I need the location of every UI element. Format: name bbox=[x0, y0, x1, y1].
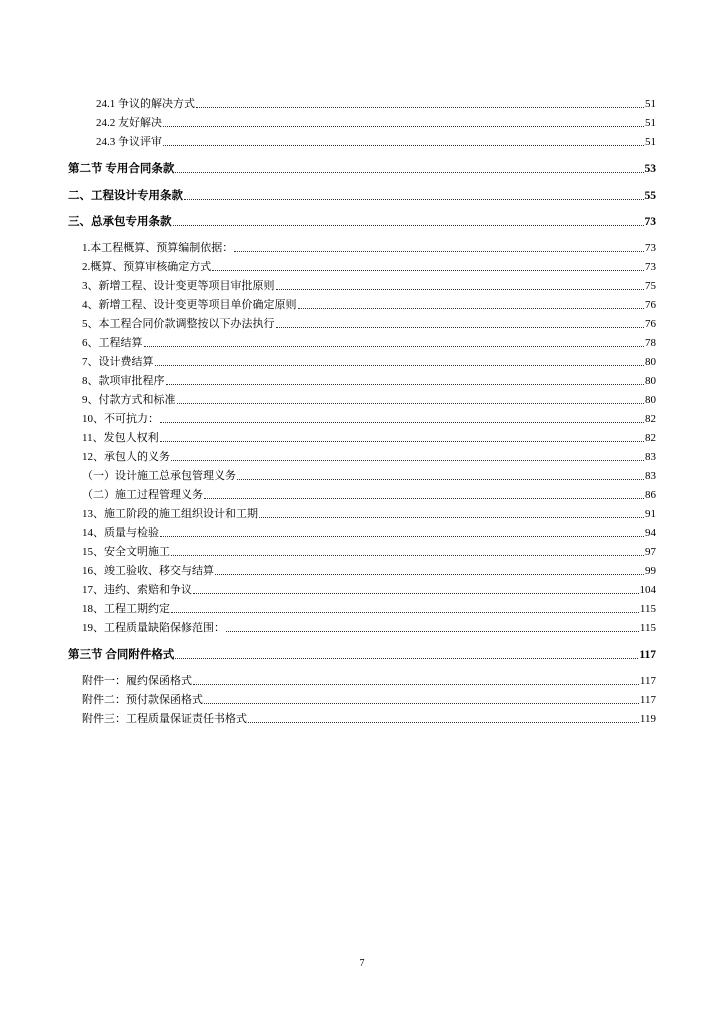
toc-entry-label: 1.本工程概算、预算编制依据： bbox=[82, 242, 234, 254]
toc-entry-label: 2.概算、预算审核确定方式 bbox=[82, 261, 212, 273]
toc-entry-page: 83 bbox=[645, 451, 656, 463]
dot-leader bbox=[160, 536, 644, 537]
toc-entry-label: 24.2 友好解决 bbox=[96, 117, 162, 129]
toc-section-3[interactable] bbox=[68, 647, 656, 663]
dot-leader bbox=[166, 384, 645, 385]
dot-leader bbox=[171, 555, 644, 556]
toc-entry-3[interactable] bbox=[82, 278, 656, 294]
toc-entry-page: 99 bbox=[645, 565, 656, 577]
toc-entry-page: 80 bbox=[645, 394, 656, 406]
dot-leader bbox=[160, 441, 644, 442]
toc-entry-page: 94 bbox=[645, 527, 656, 539]
toc-entry-14[interactable] bbox=[82, 525, 656, 541]
toc-entry-15[interactable] bbox=[82, 544, 656, 560]
dot-leader bbox=[276, 327, 645, 328]
toc-entry-label: 13、施工阶段的施工组织设计和工期 bbox=[82, 508, 258, 520]
toc-entry-18[interactable] bbox=[82, 601, 656, 617]
toc-entry-label: 二、工程设计专用条款 bbox=[68, 190, 183, 202]
toc-entry-17[interactable] bbox=[82, 582, 656, 598]
dot-leader bbox=[196, 107, 644, 108]
dot-leader bbox=[171, 460, 644, 461]
toc-entry-page: 78 bbox=[645, 337, 656, 349]
toc-entry-page: 83 bbox=[645, 470, 656, 482]
toc-entry-label: 9、付款方式和标准 bbox=[82, 394, 176, 406]
toc-entry-page: 51 bbox=[645, 98, 656, 110]
toc-heading-general[interactable] bbox=[68, 214, 656, 230]
toc-entry-4[interactable] bbox=[82, 297, 656, 313]
dot-leader bbox=[184, 199, 644, 200]
toc-entry-page: 117 bbox=[639, 675, 656, 687]
toc-entry-16[interactable] bbox=[82, 563, 656, 579]
toc-entry-page: 82 bbox=[645, 432, 656, 444]
dot-leader bbox=[215, 574, 644, 575]
toc-entry-label: （一）设计施工总承包管理义务 bbox=[82, 470, 236, 482]
toc-entry-page: 82 bbox=[645, 413, 656, 425]
dot-leader bbox=[259, 517, 644, 518]
toc-entry-page: 76 bbox=[645, 318, 656, 330]
dot-leader bbox=[193, 684, 639, 685]
toc-entry-page: 55 bbox=[644, 190, 656, 202]
toc-entry-label: 4、新增工程、设计变更等项目单价确定原则 bbox=[82, 299, 297, 311]
toc-entry-8[interactable] bbox=[82, 373, 656, 389]
toc-entry-page: 51 bbox=[645, 136, 656, 148]
dot-leader bbox=[173, 225, 644, 226]
toc-entry-label: 17、违约、索赔和争议 bbox=[82, 584, 192, 596]
toc-entry-label: 附件一：履约保函格式 bbox=[82, 675, 192, 687]
toc-entry-label: 12、承包人的义务 bbox=[82, 451, 170, 463]
toc-entry-24-1[interactable] bbox=[96, 96, 656, 112]
dot-leader bbox=[163, 145, 644, 146]
toc-entry-label: 第二节 专用合同条款 bbox=[68, 163, 175, 175]
toc-entry-page: 73 bbox=[645, 242, 656, 254]
dot-leader bbox=[204, 498, 644, 499]
dot-leader bbox=[276, 289, 645, 290]
toc-entry-label: （二）施工过程管理义务 bbox=[82, 489, 203, 501]
toc-entry-19[interactable] bbox=[82, 620, 656, 636]
toc-entry-label: 24.1 争议的解决方式 bbox=[96, 98, 195, 110]
toc-entry-11[interactable] bbox=[82, 430, 656, 446]
toc-entry-page: 53 bbox=[644, 163, 656, 175]
toc-entry-label: 15、安全文明施工 bbox=[82, 546, 170, 558]
toc-entry-label: 7、设计费结算 bbox=[82, 356, 154, 368]
toc-appendix-2[interactable] bbox=[82, 692, 656, 708]
toc-entry-label: 14、质量与检验 bbox=[82, 527, 159, 539]
toc-heading-design[interactable] bbox=[68, 188, 656, 204]
toc-entry-label: 3、新增工程、设计变更等项目审批原则 bbox=[82, 280, 275, 292]
toc-entry-label: 10、不可抗力： bbox=[82, 413, 159, 425]
toc-entry-24-2[interactable] bbox=[96, 115, 656, 131]
dot-leader bbox=[177, 403, 645, 404]
toc-entry-label: 8、款项审批程序 bbox=[82, 375, 165, 387]
toc-entry-label: 16、竣工验收、移交与结算 bbox=[82, 565, 214, 577]
toc-section-2[interactable] bbox=[68, 161, 656, 177]
toc-entry-label: 第三节 合同附件格式 bbox=[68, 649, 175, 661]
toc-entry-13[interactable] bbox=[82, 506, 656, 522]
dot-leader bbox=[237, 479, 644, 480]
toc-entry-page: 80 bbox=[645, 356, 656, 368]
toc-entry-24-3[interactable] bbox=[96, 134, 656, 150]
dot-leader bbox=[175, 658, 638, 659]
toc-entry-page: 86 bbox=[645, 489, 656, 501]
toc-entry-page: 75 bbox=[645, 280, 656, 292]
toc-entry-5[interactable] bbox=[82, 316, 656, 332]
toc-appendix-3[interactable] bbox=[82, 711, 656, 727]
toc-entry-page: 115 bbox=[639, 622, 656, 634]
dot-leader bbox=[171, 612, 639, 613]
toc-entry-12-2[interactable] bbox=[82, 487, 656, 503]
toc-entry-12-1[interactable] bbox=[82, 468, 656, 484]
dot-leader bbox=[193, 593, 639, 594]
toc-entry-label: 19、工程质量缺陷保修范围： bbox=[82, 622, 225, 634]
toc-entry-page: 91 bbox=[645, 508, 656, 520]
toc-entry-9[interactable] bbox=[82, 392, 656, 408]
toc-entry-page: 97 bbox=[645, 546, 656, 558]
toc-entry-page: 76 bbox=[645, 299, 656, 311]
dot-leader bbox=[298, 308, 645, 309]
dot-leader bbox=[212, 270, 644, 271]
toc-entry-label: 附件二：预付款保函格式 bbox=[82, 694, 203, 706]
toc-entry-page: 73 bbox=[644, 216, 656, 228]
toc-entry-label: 三、总承包专用条款 bbox=[68, 216, 172, 228]
dot-leader bbox=[144, 346, 645, 347]
page-number: 7 bbox=[359, 958, 365, 969]
toc-entry-12[interactable] bbox=[82, 449, 656, 465]
toc-entry-page: 51 bbox=[645, 117, 656, 129]
toc-entry-page: 80 bbox=[645, 375, 656, 387]
toc-entry-label: 6、工程结算 bbox=[82, 337, 143, 349]
toc-entry-label: 18、工程工期约定 bbox=[82, 603, 170, 615]
dot-leader bbox=[163, 126, 644, 127]
dot-leader bbox=[204, 703, 639, 704]
toc-entry-1[interactable] bbox=[82, 240, 656, 256]
toc-entry-page: 104 bbox=[639, 584, 656, 596]
toc-entry-page: 117 bbox=[639, 649, 656, 661]
toc-entry-page: 115 bbox=[639, 603, 656, 615]
toc-entry-label: 附件三：工程质量保证责任书格式 bbox=[82, 713, 247, 725]
dot-leader bbox=[226, 631, 639, 632]
toc-entry-10[interactable] bbox=[82, 411, 656, 427]
toc-entry-6[interactable] bbox=[82, 335, 656, 351]
toc-entry-7[interactable] bbox=[82, 354, 656, 370]
toc-entry-page: 119 bbox=[639, 713, 656, 725]
toc-entry-page: 73 bbox=[645, 261, 656, 273]
toc-entry-page: 117 bbox=[639, 694, 656, 706]
toc-appendix-1[interactable] bbox=[82, 673, 656, 689]
toc-entry-label: 5、本工程合同价款调整按以下办法执行 bbox=[82, 318, 275, 330]
toc-entry-label: 11、发包人权利 bbox=[82, 432, 159, 444]
dot-leader bbox=[160, 422, 644, 423]
dot-leader bbox=[175, 172, 643, 173]
dot-leader bbox=[248, 722, 639, 723]
dot-leader bbox=[155, 365, 645, 366]
toc-entry-label: 24.3 争议评审 bbox=[96, 136, 162, 148]
dot-leader bbox=[234, 251, 644, 252]
toc-entry-2[interactable] bbox=[82, 259, 656, 275]
